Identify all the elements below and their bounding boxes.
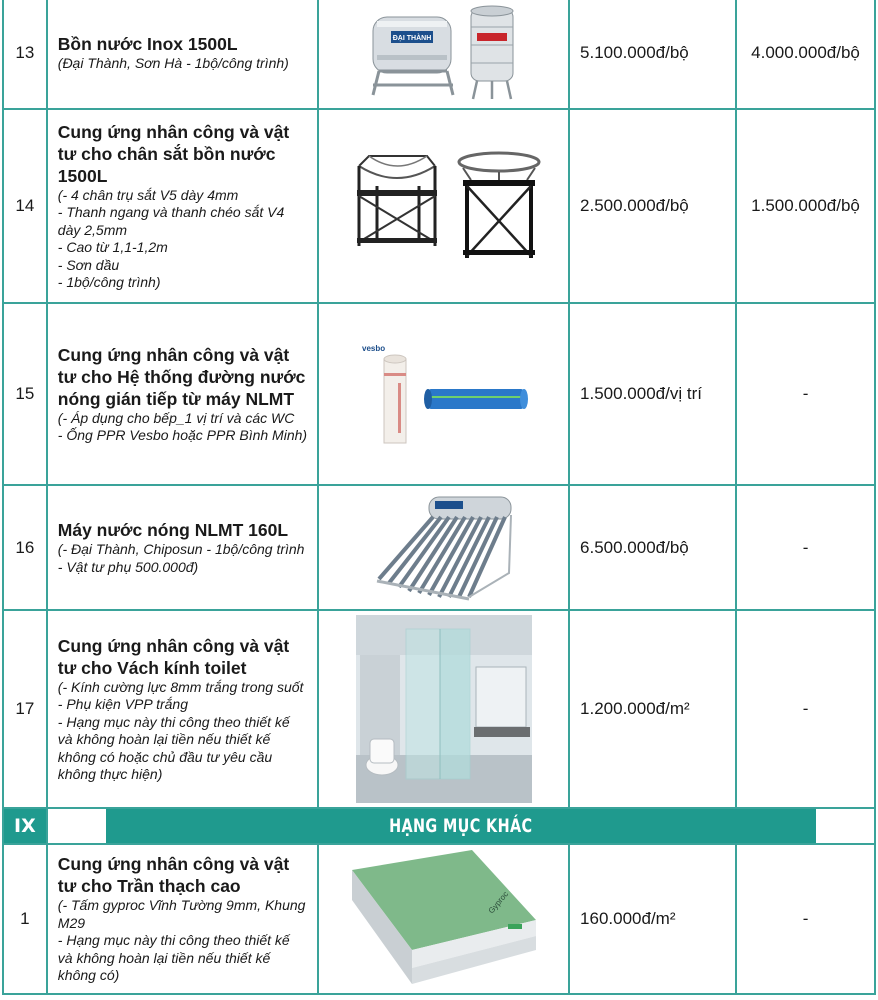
tank-brand-text: ĐẠI THÀNH: [392, 35, 431, 42]
discount-price: -: [736, 610, 875, 808]
discount-price: -: [736, 303, 875, 485]
item-description: [47, 844, 319, 994]
unit-price: 1.200.000đ/m²: [569, 610, 736, 808]
item-note: (- 4 chân trụ sắt V5 dày 4mm: [57, 186, 239, 203]
item-note: - Hạng mục này thi công theo thiết kế và không hoàn lại tiền nếu thiết kế không có): [57, 932, 290, 984]
table-row: [3, 109, 875, 303]
row-index: 13: [3, 0, 47, 109]
row-index: 1: [3, 844, 47, 994]
unit-price: 1.500.000đ/vị trí: [569, 303, 736, 485]
discount-price: 1.500.000đ/bộ: [736, 109, 875, 303]
unit-price: 6.500.000đ/bộ: [569, 485, 736, 610]
row-index: 16: [3, 485, 47, 610]
item-title: Máy nước nóng NLMT 160L: [57, 520, 289, 540]
item-image-cell: [318, 610, 569, 808]
discount-price: -: [736, 485, 875, 610]
item-title: Cung ứng nhân công và vật tư cho Hệ thống đường nước nóng gián tiếp từ máy NLMT: [57, 344, 306, 409]
row-index: 14: [3, 109, 47, 303]
section-title-text: HẠNG MỤC KHÁC: [389, 815, 533, 837]
unit-price: 160.000đ/m²: [569, 844, 736, 994]
table-row: [3, 303, 875, 485]
iron-tank-stand-image: [339, 146, 549, 266]
gypsum-board-image: [352, 850, 536, 988]
item-image-cell: [318, 0, 569, 109]
item-note: (- Đại Thành, Chiposun - 1bộ/công trình: [57, 541, 305, 557]
pipe-brand-text: vesbo: [361, 344, 385, 353]
item-title: Cung ứng nhân công và vật tư cho Vách kính toilet: [57, 635, 290, 678]
item-image-cell: [318, 109, 569, 303]
discount-price: -: [736, 844, 875, 994]
item-title: Bồn nước Inox 1500L: [57, 34, 238, 55]
unit-price: 2.500.000đ/bộ: [569, 109, 736, 303]
item-note: - Ống PPR Vesbo hoặc PPR Bình Minh): [57, 427, 308, 443]
item-note: (Đại Thành, Sơn Hà - 1bộ/công trình): [57, 55, 289, 72]
item-description: [47, 0, 319, 109]
item-description: [47, 610, 319, 808]
item-note: (- Tấm gyproc Vĩnh Tường 9mm, Khung M29: [57, 897, 306, 931]
item-image-cell: [318, 303, 569, 485]
item-description: [47, 485, 319, 610]
row-index: 15: [3, 303, 47, 485]
section-header: [3, 808, 875, 844]
item-note: - Sơn dầu: [57, 256, 120, 273]
section-number: IX: [3, 808, 47, 844]
solar-water-heater-image: [369, 493, 519, 603]
item-note: - Vật tư phụ 500.000đ): [57, 558, 199, 575]
item-description: [47, 303, 319, 485]
price-table: [2, 0, 876, 995]
discount-price: 4.000.000đ/bộ: [736, 0, 875, 109]
item-title: Cung ứng nhân công và vật tư cho chân sắt bồn nước 1500L: [57, 121, 290, 186]
item-description: [47, 109, 319, 303]
item-image-cell: [318, 485, 569, 610]
stainless-water-tank-image: [359, 5, 529, 101]
table-row: [3, 485, 875, 610]
item-note: - Hạng mục này thi công theo thiết kế và không hoàn lại tiền nếu thiết kế không có hoặc chủ đầu tư yêu cầu không thực hiện): [57, 713, 290, 782]
section-title: [105, 808, 817, 844]
board-brand-text: Gyproc: [486, 889, 510, 916]
row-index: 17: [3, 610, 47, 808]
table-row: [3, 0, 875, 109]
ppr-pipe-image: [354, 339, 534, 449]
item-note: (- Áp dụng cho bếp_1 vị trí và các WC: [57, 409, 295, 426]
item-note: - Thanh ngang và thanh chéo sắt V4 dày 2,5mm: [57, 204, 285, 238]
item-note: - Phụ kiện VPP trắng: [57, 696, 188, 712]
item-note: - 1bộ/công trình): [57, 274, 161, 290]
table-row: [3, 844, 875, 994]
item-title: Cung ứng nhân công và vật tư cho Trần thạch cao: [57, 854, 290, 897]
item-note: - Cao từ 1,1-1,2m: [57, 239, 168, 255]
item-image-cell: [318, 844, 569, 994]
glass-shower-partition-image: [356, 615, 532, 803]
item-note: (- Kính cường lực 8mm trắng trong suốt: [57, 678, 304, 695]
table-row: [3, 610, 875, 808]
unit-price: 5.100.000đ/bộ: [569, 0, 736, 109]
